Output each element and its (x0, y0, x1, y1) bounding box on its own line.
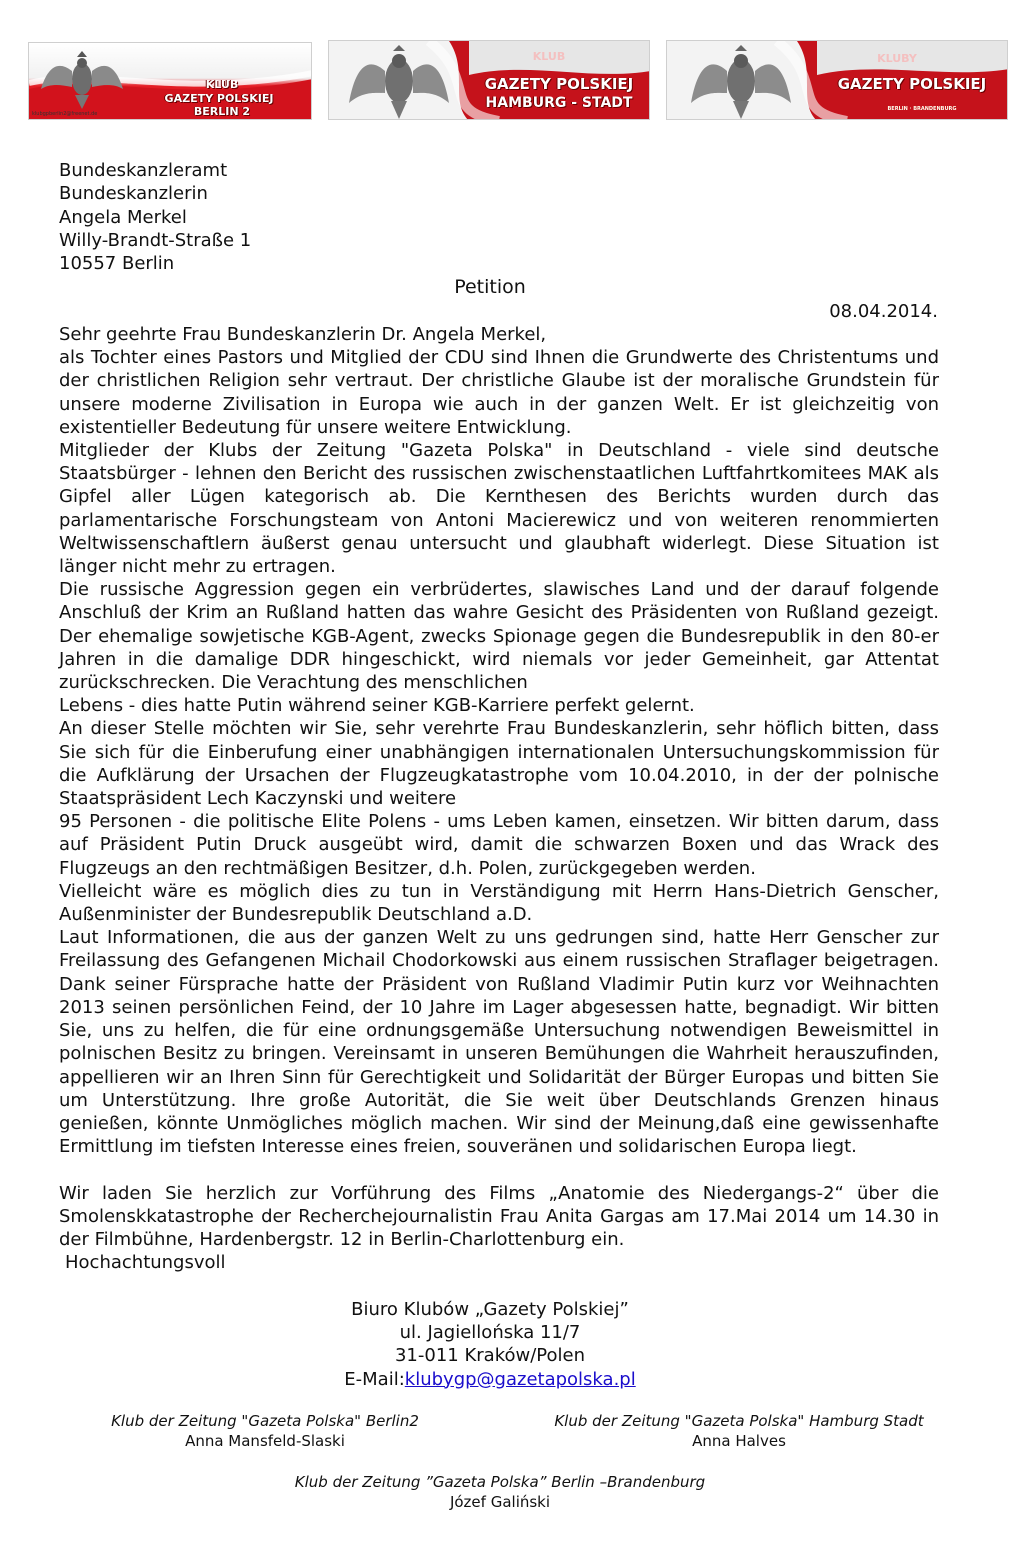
paragraph: 95 Personen - die politische Elite Polens - ums Leben kamen, einsetzen. Wir bitten darum, dass auf Präsident Putin Druck ausgeübt wird, damit die schwarzen Boxen und das Wrack des Flugzeugs an den rechtmäßigen Besitzer, d.h. Polen, zurückgegeben werden. (59, 811, 939, 879)
recipient-address (59, 159, 251, 275)
paragraph: Die russische Aggression gegen ein verbrüdertes, slawisches Land und der darauf folgende Anschluß der Krim an Rußland hatten das wahre Gesicht des Präsidenten von Rußland gezeigt. Der ehemalige sowjetische KGB-Agent, zwecks Spionage gegen die Bundesrepublik in den 80-er Jahren in die damalige DDR hingeschickt, wird niemals vor jeder Gemeinheit, gar Attentat zurückschrecken. Die Verachtung des menschlichen (59, 579, 939, 694)
banner-email: klubgpberlin2@freenet.de (32, 111, 98, 117)
paragraph: Mitglieder der Klubs der Zeitung "Gazeta Polska" in Deutschland - viele sind deutsche Staatsbürger - lehnen den Bericht des russischen zwischenstaatlichen Luftfahrtkomitees MAK als Gipfel aller Lügen kategorisch ab. Die Kernthesen des Berichts wurden durch das parlamentarische Forschungsteam von Antoni Macierewicz und von weiteren renommierten Weltwissenschaftlern äußerst genau untersucht und glaubhaft widerlegt. Diese Situation ist länger nicht mehr zu ertragen. (59, 440, 939, 578)
sender-name: Biuro Klubów „Gazety Polskiej” (351, 1299, 629, 1320)
signature-brandenburg (0, 1472, 1000, 1512)
paragraph: Wir laden Sie herzlich zur Vorführung des Films „Anatomie des Niedergangs-2“ über die Smolenskkatastrophe der Recherchejournalistin Frau Anita Gargas am 17.Mai 2014 um 14.30 in der Filmbühne, Hardenbergstr. 12 in Berlin-Charlottenburg ein. (59, 1182, 939, 1250)
address-line: 10557 Berlin (59, 253, 175, 275)
paragraph: als Tochter eines Pastors und Mitglied der CDU sind Ihnen die Grundwerte des Christentums und der christlichen Religion sehr vertraut. Der christliche Glaube ist der moralische Grundstein für unsere moderne Zivilisation in Europa wie auch in der ganzen Welt. Er ist gleichzeitig von existentieller Bedeutung für unsere weitere Entwicklung. (59, 347, 939, 438)
banner-hamburg (328, 40, 650, 120)
signature-club: Klub der Zeitung "Gazeta Polska" Hamburg Stadt (554, 1412, 924, 1430)
banner-line1: KLUBY (877, 52, 917, 65)
banner-line1: KLUB (205, 78, 239, 91)
letter-body (59, 323, 939, 1274)
paragraph: Vielleicht wäre es möglich dies zu tun in Verständigung mit Herrn Hans-Dietrich Genscher, Außenminister der Bundesrepublik Deutschland a.D. (59, 880, 939, 926)
address-line: Angela Merkel (59, 206, 187, 228)
closing: Hochachtungsvoll (65, 1252, 226, 1274)
banner-line1: KLUB (532, 50, 566, 63)
paragraph: Lebens - dies hatte Putin während seiner KGB-Karriere perfekt gelernt. (59, 695, 695, 717)
sender-city: 31-011 Kraków/Polen (394, 1345, 585, 1367)
signature-club: Klub der Zeitung ”Gazeta Polska” Berlin –Brandenburg (294, 1473, 706, 1491)
paragraph: An dieser Stelle möchten wir Sie, sehr verehrte Frau Bundeskanzlerin, sehr höflich bitten, dass Sie sich für die Einberufung einer unabhängigen internationalen Untersuchungskommission für die Aufklärung der Ursachen der Flugzeugkatastrophe vom 10.04.2010, in der der polnische Staatspräsident Lech Kaczynski und weitere (59, 718, 939, 810)
email-label: E-Mail: (344, 1368, 405, 1390)
address-line: Bundeskanzlerin (59, 183, 208, 205)
signature-berlin2 (60, 1411, 470, 1451)
banner-brandenburg (666, 40, 1008, 120)
email-link[interactable]: klubygp@gazetapolska.pl (404, 1368, 636, 1390)
banner-line3: HAMBURG - STADT (485, 95, 633, 111)
sender-email-row (0, 1368, 980, 1391)
banner-line2: GAZETY POLSKIEJ (484, 75, 634, 93)
sender-block (0, 1298, 980, 1391)
banner-line3: BERLIN · BRANDENBURG (887, 106, 957, 112)
address-line: Willy-Brandt-Straße 1 (59, 229, 252, 251)
sender-street: ul. Jagiellońska 11/7 (399, 1322, 581, 1344)
banner-line2: GAZETY POLSKIEJ (164, 92, 274, 105)
address-line: Bundeskanzleramt (59, 160, 228, 181)
signature-person: Anna Mansfeld-Slaski (185, 1432, 345, 1450)
blank-line (59, 1158, 939, 1181)
banner-line2: GAZETY POLSKIEJ (837, 75, 987, 93)
document-date: 08.04.2014. (829, 301, 938, 322)
signature-person: Józef Galiński (449, 1493, 551, 1511)
header-banners (28, 40, 1008, 122)
document-title: Petition (454, 276, 526, 298)
signature-hamburg (534, 1411, 944, 1451)
banner-berlin2 (28, 42, 312, 120)
signature-person: Anna Halves (692, 1432, 786, 1450)
paragraph: Laut Informationen, die aus der ganzen Welt zu uns gedrungen sind, hatte Herr Genscher zur Freilassung des Gefangenen Michail Chodorkowski aus einem russischen Straflager beigetragen. Dank seiner Fürsprache hatte der Präsident von Rußland Vladimir Putin kurz vor Weihnachten 2013 seinen persönlichen Feind, der 10 Jahre im Lager abgesessen hatte, begnadigt. Wir bitten Sie, uns zu helfen, die für eine ordnungsgemäße Untersuchung notwendigen Beweismittel in polnischen Besitz zu bringen. Vereinsamt in unseren Bemühungen die Wahrheit herauszufinden, appellieren wir an Ihren Sinn für Gerechtigkeit und Solidarität der Bürger Europas und bitten Sie um Unterstützung. Ihre große Autorität, die Sie weit über Deutschlands Grenzen hinaus genießen, könnte Unmögliches möglich machen. Wir sind der Meinung,daß eine gewissenhafte Ermittlung im tiefsten Interesse eines freien, souveränen und solidarischen Europa liegt. (59, 927, 939, 1158)
signature-club: Klub der Zeitung "Gazeta Polska" Berlin2 (111, 1412, 419, 1430)
salutation: Sehr geehrte Frau Bundeskanzlerin Dr. Angela Merkel, (59, 324, 547, 345)
banner-line3: BERLIN 2 (193, 105, 251, 118)
